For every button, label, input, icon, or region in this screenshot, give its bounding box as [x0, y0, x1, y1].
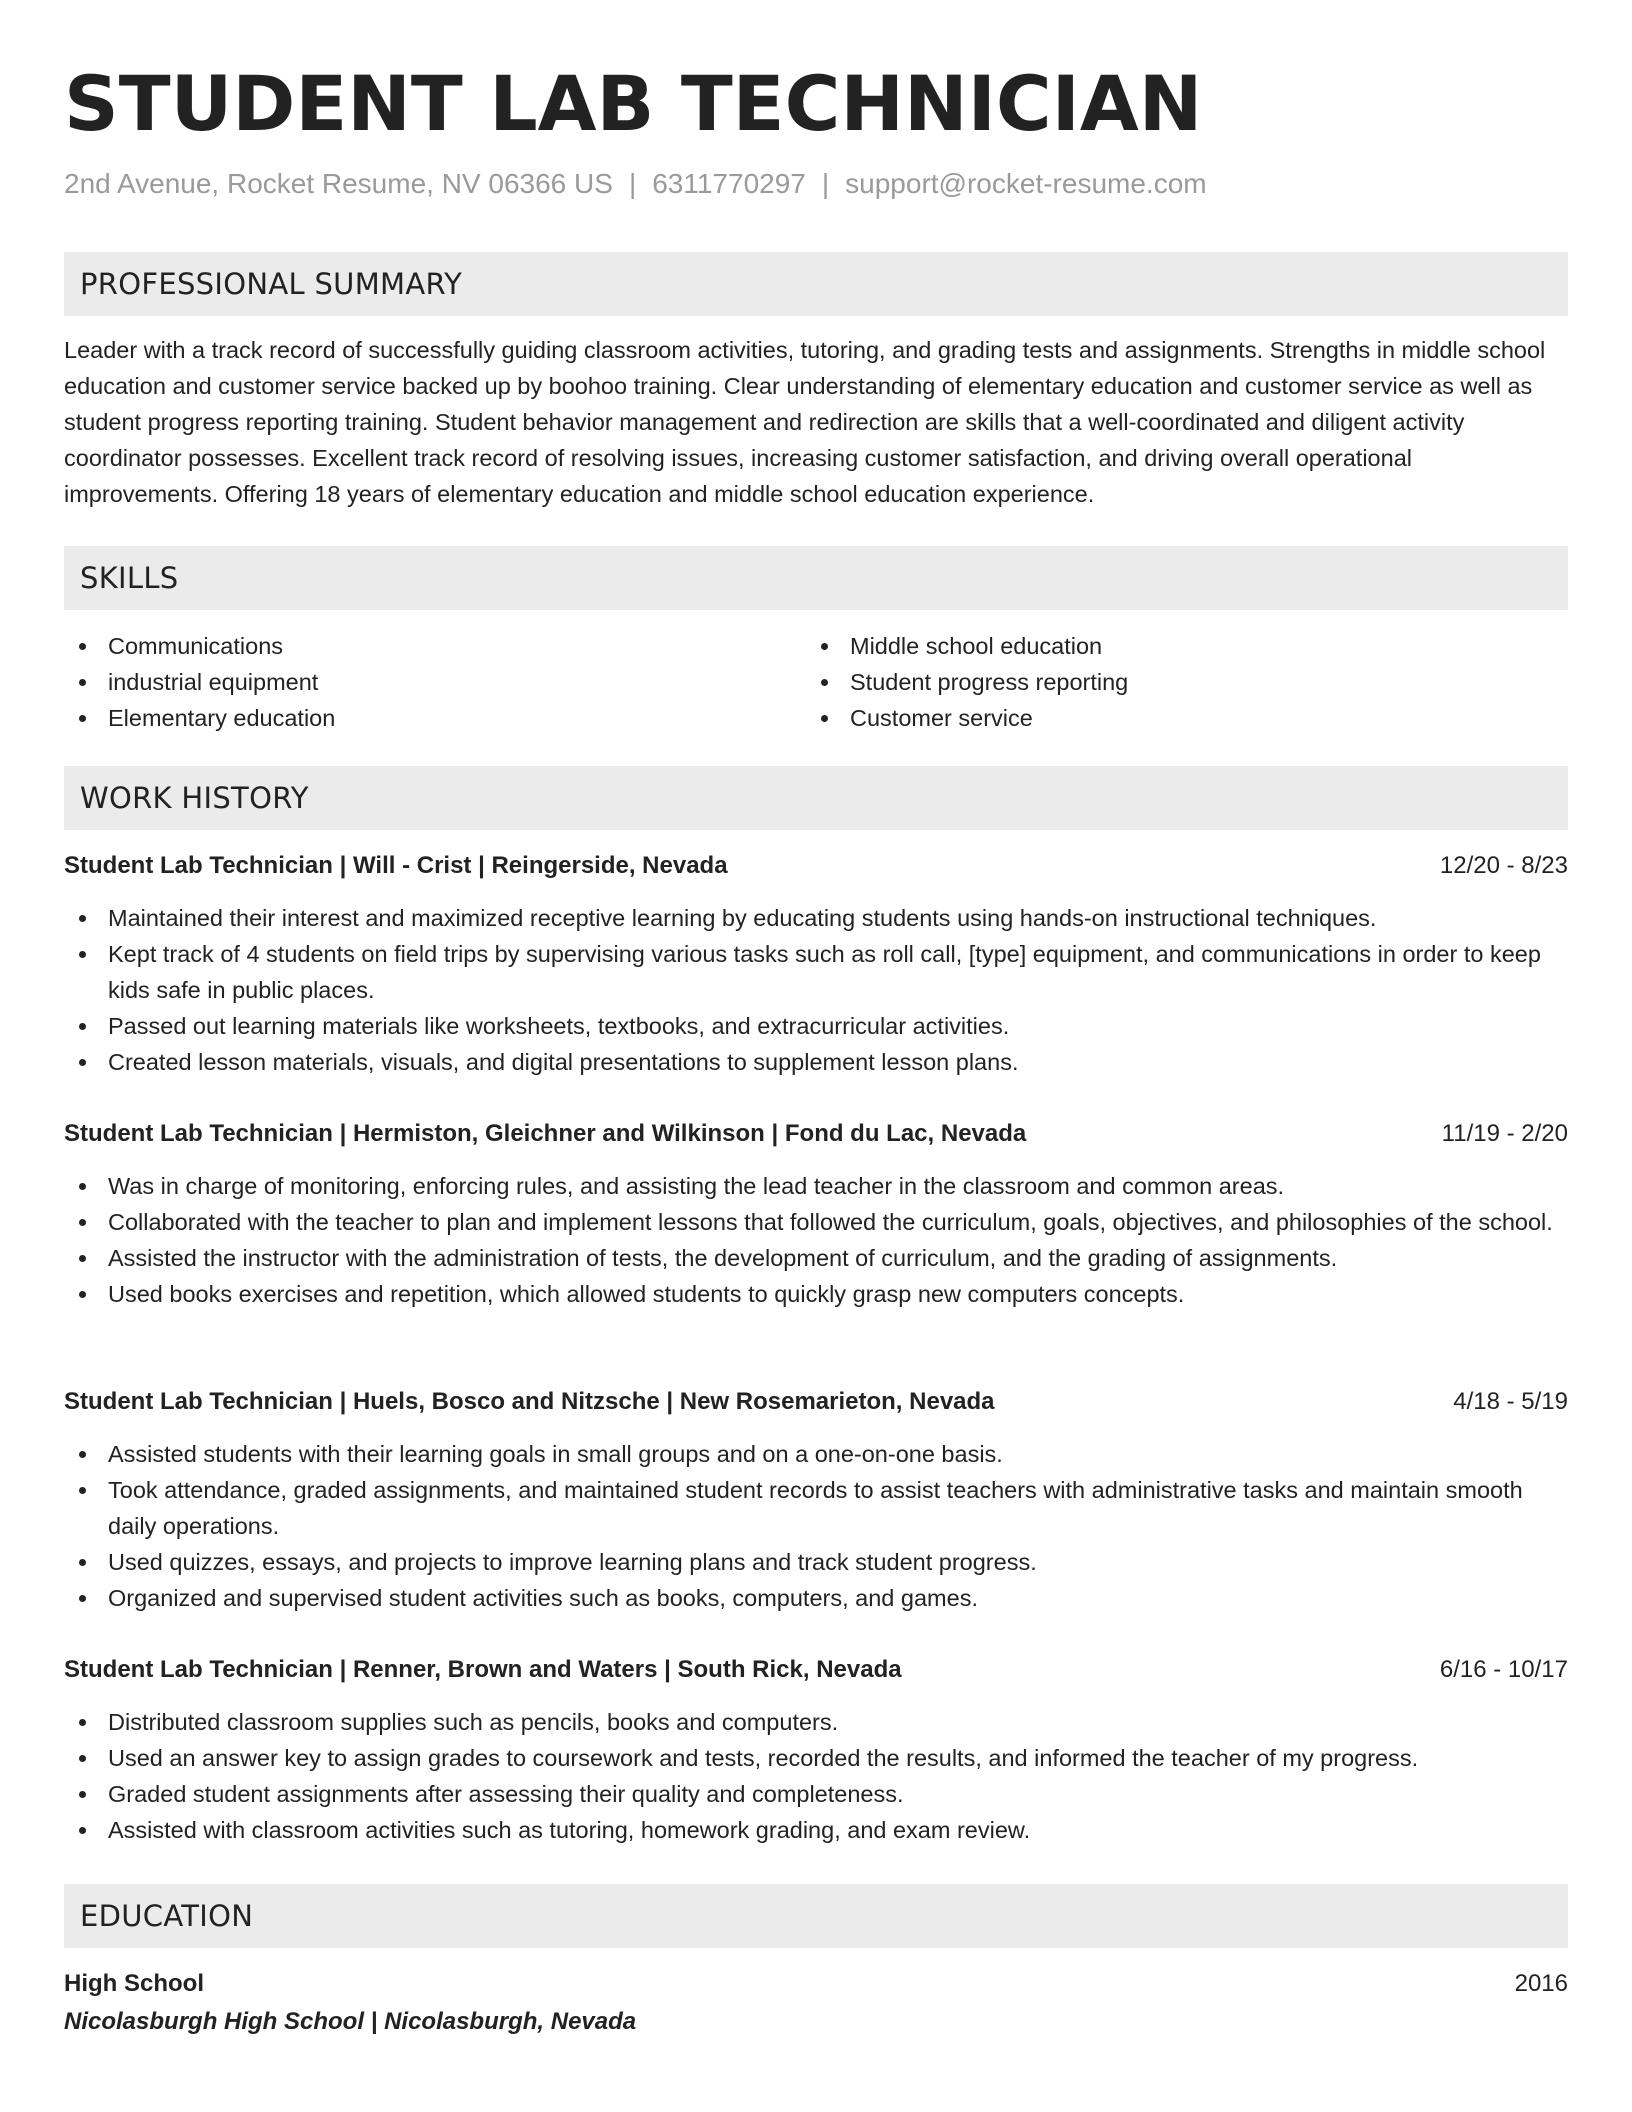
job-dates: 12/20 - 8/23 — [1439, 852, 1568, 879]
education-year: 2016 — [1514, 1970, 1568, 1997]
job-dates: 6/16 - 10/17 — [1439, 1656, 1568, 1683]
job-bullets — [64, 900, 1568, 1080]
contact-phone: 6311770297 — [652, 168, 806, 199]
job-title: Student Lab Technician | Hermiston, Gleichner and Wilkinson | Fond du Lac, Nevada — [64, 1120, 1027, 1147]
skill-item: Student progress reporting — [806, 664, 1128, 700]
job-bullet: Passed out learning materials like worksheets, textbooks, and extracurricular activities. — [64, 1008, 1568, 1044]
skill-item: industrial equipment — [64, 664, 335, 700]
section-title-education: EDUCATION — [80, 1899, 254, 1933]
section-title-skills: SKILLS — [80, 561, 179, 595]
contact-address: 2nd Avenue, Rocket Resume, NV 06366 US — [64, 168, 613, 199]
job-bullet: Distributed classroom supplies such as pencils, books and computers. — [64, 1704, 1568, 1740]
job-bullets — [64, 1704, 1568, 1848]
skill-item: Customer service — [806, 700, 1128, 736]
job-dates: 11/19 - 2/20 — [1441, 1120, 1568, 1147]
contact-line — [64, 166, 1207, 202]
job-header — [64, 1384, 1568, 1420]
job-bullet: Used an answer key to assign grades to coursework and tests, recorded the results, and informed the teacher of my progress. — [64, 1740, 1568, 1776]
candidate-name: STUDENT LAB TECHNICIAN — [64, 59, 1203, 148]
job-header — [64, 1116, 1568, 1152]
job-header — [64, 848, 1568, 884]
job-bullet: Assisted with classroom activities such as tutoring, homework grading, and exam review. — [64, 1812, 1568, 1848]
job-bullet: Graded student assignments after assessing their quality and completeness. — [64, 1776, 1568, 1812]
job-bullet: Took attendance, graded assignments, and maintained student records to assist teachers with administrative tasks and maintain smooth daily operations. — [64, 1472, 1568, 1544]
skills-column-right — [806, 628, 1128, 736]
contact-separator: | — [821, 168, 830, 199]
professional-summary-text: Leader with a track record of successfully guiding classroom activities, tutoring, and grading tests and assignments. Strengths in middle school education and customer service backed up by boohoo training. Clear understanding of elementary education and customer service as well as student progress reporting training. Student behavior management and redirection are skills that a well-coordinated and diligent activity coordinator possesses. Excellent track record of resolving issues, increasing customer satisfaction, and driving overall operational improvements. Offering 18 years of elementary education and middle school education experience. — [64, 337, 1546, 507]
job-bullets — [64, 1168, 1568, 1312]
skill-item: Elementary education — [64, 700, 335, 736]
contact-separator: | — [628, 168, 637, 199]
contact-email: support@rocket-resume.com — [845, 168, 1207, 199]
section-header-summary — [64, 252, 1568, 316]
skills-column-left — [64, 628, 335, 736]
section-header-education — [64, 1884, 1568, 1948]
section-title-work-history: WORK HISTORY — [80, 781, 309, 815]
job-bullet: Assisted students with their learning goals in small groups and on a one-on-one basis. — [64, 1436, 1568, 1472]
job-header — [64, 1652, 1568, 1688]
skill-item: Middle school education — [806, 628, 1128, 664]
job-title: Student Lab Technician | Will - Crist | Reingerside, Nevada — [64, 852, 728, 879]
job-entry — [64, 848, 1568, 1080]
section-title-summary: PROFESSIONAL SUMMARY — [80, 267, 463, 301]
job-bullet: Collaborated with the teacher to plan and implement lessons that followed the curriculum, goals, objectives, and philosophies of the school. — [64, 1204, 1568, 1240]
job-entry — [64, 1652, 1568, 1848]
job-dates: 4/18 - 5/19 — [1453, 1388, 1568, 1415]
job-bullet: Used quizzes, essays, and projects to improve learning plans and track student progress. — [64, 1544, 1568, 1580]
job-title: Student Lab Technician | Renner, Brown and Waters | South Rick, Nevada — [64, 1656, 902, 1683]
job-entry — [64, 1384, 1568, 1616]
job-bullet: Created lesson materials, visuals, and digital presentations to supplement lesson plans. — [64, 1044, 1568, 1080]
job-bullet: Was in charge of monitoring, enforcing rules, and assisting the lead teacher in the classroom and common areas. — [64, 1168, 1568, 1204]
job-entry — [64, 1116, 1568, 1312]
job-bullet: Used books exercises and repetition, which allowed students to quickly grasp new computers concepts. — [64, 1276, 1568, 1312]
job-bullets — [64, 1436, 1568, 1616]
job-bullet: Maintained their interest and maximized receptive learning by educating students using hands-on instructional techniques. — [64, 900, 1568, 936]
job-bullet: Kept track of 4 students on field trips by supervising various tasks such as roll call, [type] equipment, and communications in order to keep kids safe in public places. — [64, 936, 1568, 1008]
education-degree: High School — [64, 1970, 204, 1997]
job-bullet: Organized and supervised student activities such as books, computers, and games. — [64, 1580, 1568, 1616]
job-title: Student Lab Technician | Huels, Bosco and Nitzsche | New Rosemarieton, Nevada — [64, 1388, 995, 1415]
section-header-work-history — [64, 766, 1568, 830]
section-header-skills — [64, 546, 1568, 610]
job-bullet: Assisted the instructor with the administration of tests, the development of curriculum, and the grading of assignments. — [64, 1240, 1568, 1276]
skill-item: Communications — [64, 628, 335, 664]
education-school: Nicolasburgh High School | Nicolasburgh, Nevada — [64, 2008, 637, 2035]
